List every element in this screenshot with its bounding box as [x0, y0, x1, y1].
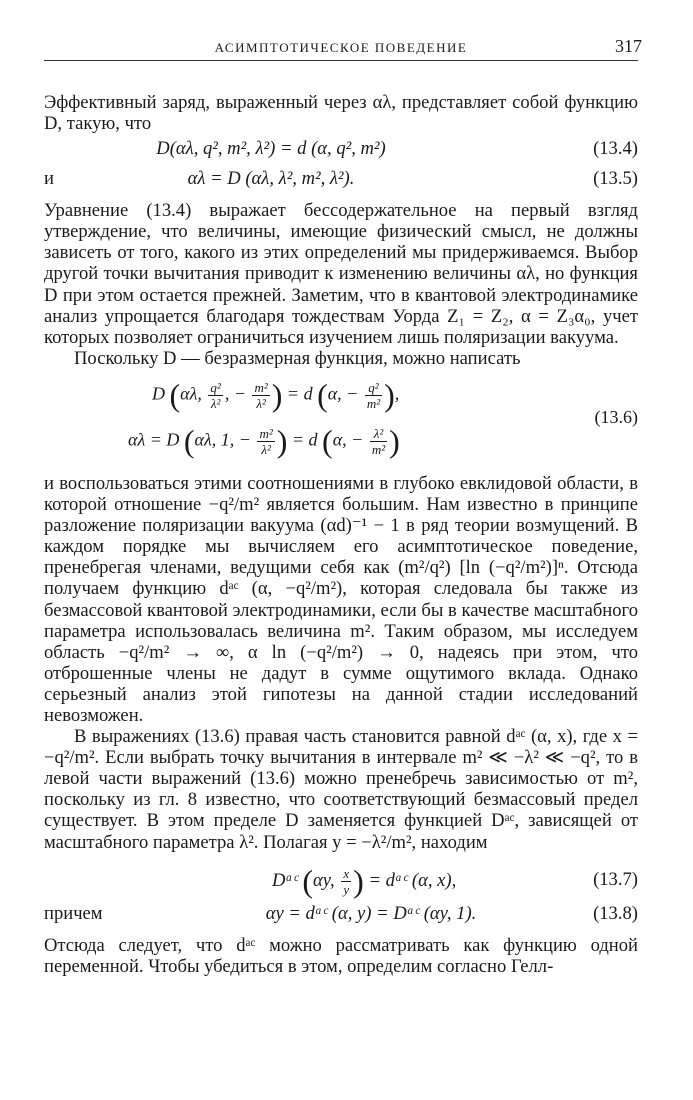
eq7-right: = dᵃᶜ (α, x),: [368, 869, 457, 891]
book-page: [44, 36, 642, 977]
running-title: АСИМПТОТИЧЕСКОЕ ПОВЕДЕНИЕ: [214, 40, 468, 55]
equation-13-6: [44, 369, 638, 473]
eq6-r1-f1-den: λ²: [210, 395, 221, 411]
equation-13-5-expression: αλ = D (αλ, λ², m², λ²).: [187, 168, 355, 190]
eq6-r1-f3-num: q²: [365, 380, 382, 396]
paragraph-ward-identities: Уравнение (13.4) выражает бессодержательное на первый взгляд утверждение, что величины, имеющие физический смысл, не должны зависеть от того, какого из этих определений мы придерживаемся. Выбор другой точки вычитания приводит к изменению величины αλ, но функция D при этом остается прежней. Заметим, что в квантовой электродинамике анализ упрощается благодаря тождествам Уорда Z₁ = Z₂, α = Z₃α₀, учет которых позволяет ограничиться изучением лишь поляризации вакуума.: [44, 200, 638, 348]
conjunction-and: и: [44, 168, 54, 190]
equation-13-5-number: (13.5): [593, 168, 638, 190]
equation-13-6-number: (13.6): [594, 406, 638, 427]
eq6-r2-f1-den: λ²: [261, 441, 271, 457]
paragraph-euclidean-region: и воспользоваться этими соотношениями в глубоко евклидовой области, в которой отношение −q²/m² является большим. Нам известно в принципе разложение поляризации вакуума (αd)⁻¹ − 1 в ряд теории возмущений. В каждом порядке мы вычисляем его асимптотическое поведение, пренебрегая членами, ведущими себя как (m²/q²) [ln (−q²/m²)]ⁿ. Отсюда получаем функцию dᵃᶜ (α, −q²/m²), которая следовала бы также из безмассовой квантовой электродинамики, если бы в качестве масштабного параметра использовалась величина m². Таким образом, мы исследуем область −q²/m² → ∞, α ln (−q²/m²) → 0, надеясь при этом, что отброшенные члены не дадут в сумме ощутимого вклада. Однако серьезный анализ этой гипотезы на данной стадии исследований невозможен.: [44, 472, 638, 726]
eq6-r1-f2-den: λ²: [256, 395, 266, 411]
intro-paragraph: Эффективный заряд, выраженный через αλ, представляет собой функцию D, такую, что: [44, 92, 638, 135]
equation-13-6-row-2: αλ = D (αλ, 1, − $\frac{\text{m²}}{\text{λ²}}$ ) = d (α, − $\frac{\text{λ²}}{\text{m²}}$ ): [128, 422, 400, 459]
eq6-r1-mid: = d: [286, 383, 313, 404]
eq7-left: Dᵃᶜ: [272, 869, 298, 891]
eq6-r2-arg: αλ, 1, −: [194, 429, 251, 450]
equation-13-5: [44, 164, 638, 194]
eq6-r2-fraction-2: [370, 426, 387, 457]
eq6-r1-f2-num: m²: [254, 379, 268, 395]
page-number: 317: [615, 36, 642, 56]
eq6-r1-fraction-2: [252, 380, 269, 411]
eq6-r2-f2-num: λ²: [370, 426, 387, 442]
eq6-r1-left: D: [152, 383, 165, 404]
equation-13-7-number: (13.7): [593, 868, 638, 890]
equation-13-4: [44, 134, 638, 164]
equation-13-8: [44, 899, 638, 929]
paragraph-dimensionless: Поскольку D — безразмерная функция, можно написать: [74, 347, 521, 369]
equation-13-4-number: (13.4): [593, 138, 638, 160]
equation-13-7: [44, 853, 638, 899]
eq6-r2-f1-num: m²: [259, 425, 273, 441]
equation-13-8-expression: αy = dᵃᶜ (α, y) = Dᵃᶜ (αy, 1).: [265, 902, 477, 924]
eq7-fraction: [341, 866, 351, 897]
eq6-r1-f1-num: q²: [210, 379, 221, 395]
eq7-f-den: y: [343, 881, 350, 897]
paragraph-one-variable: Отсюда следует, что dᵃᶜ можно рассматривать как функцию одной переменной. Чтобы убедиться в этом, определим согласно Гелл-: [44, 934, 638, 977]
eq7-arg: αy,: [313, 869, 335, 891]
eq8-label: причем: [44, 902, 103, 924]
eq6-r1-fraction-1: [208, 380, 222, 411]
running-header: [44, 36, 642, 61]
eq6-r1-arg: αλ,: [180, 383, 202, 404]
eq6-r1-f3-den: m²: [366, 395, 381, 411]
eq6-r2-fraction-1: [257, 426, 274, 457]
equation-13-7-expression: Dᵃᶜ (αy, $\frac{x}{y}$ ) = dᵃᶜ (α, x),: [272, 862, 457, 899]
equation-13-4-expression: D(αλ, q², m², λ²) = d (α, q², m²): [156, 138, 386, 160]
equation-13-6-row-1: D (αλ, $\frac{\text{q²}}{\text{λ²}}$ , − $\frac{\text{m²}}{\text{λ²}}$ ) = d (α, − $\frac{\text{q²}}{\text{m²}}$ ),: [152, 376, 400, 413]
eq6-r2-f2-den: m²: [371, 441, 386, 457]
eq6-r1-fraction-3: [365, 380, 382, 411]
paragraph-massless-limit: В выражениях (13.6) правая часть становится равной dᵃᶜ (α, x), где x = −q²/m². Если выбрать точку вычитания в интервале m² ≪ −λ² ≪ −q², то в левой части выражений (13.6) можно пренебречь зависимостью от m², поскольку из гл. 8 известно, что соответствующий безмассовый предел существует. В этом пределе D заменяется функцией Dᵃᶜ, зависящей от масштабного параметра λ². Полагая y = −λ²/m², находим: [44, 726, 638, 853]
eq7-f-num: x: [343, 865, 350, 881]
equation-13-8-number: (13.8): [593, 902, 638, 924]
eq6-r2-left: αλ = D: [128, 429, 180, 450]
